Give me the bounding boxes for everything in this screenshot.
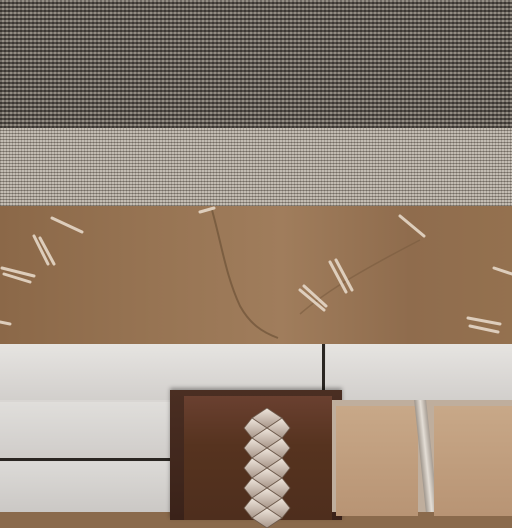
floor-tile xyxy=(326,344,512,400)
wood-board-marks xyxy=(0,206,512,344)
tile-groove xyxy=(0,458,180,461)
light-woven-fabric xyxy=(0,128,512,206)
wooden-box xyxy=(170,390,342,520)
tray-panel xyxy=(434,406,512,516)
wooden-box-interior xyxy=(184,396,332,520)
floor-tile xyxy=(0,462,180,512)
wood-board xyxy=(0,206,512,344)
braided-ornament xyxy=(242,408,292,528)
wood-tray xyxy=(332,400,512,512)
tray-panel xyxy=(336,406,418,516)
dark-woven-fabric xyxy=(0,0,512,128)
floor-tile xyxy=(0,402,180,460)
